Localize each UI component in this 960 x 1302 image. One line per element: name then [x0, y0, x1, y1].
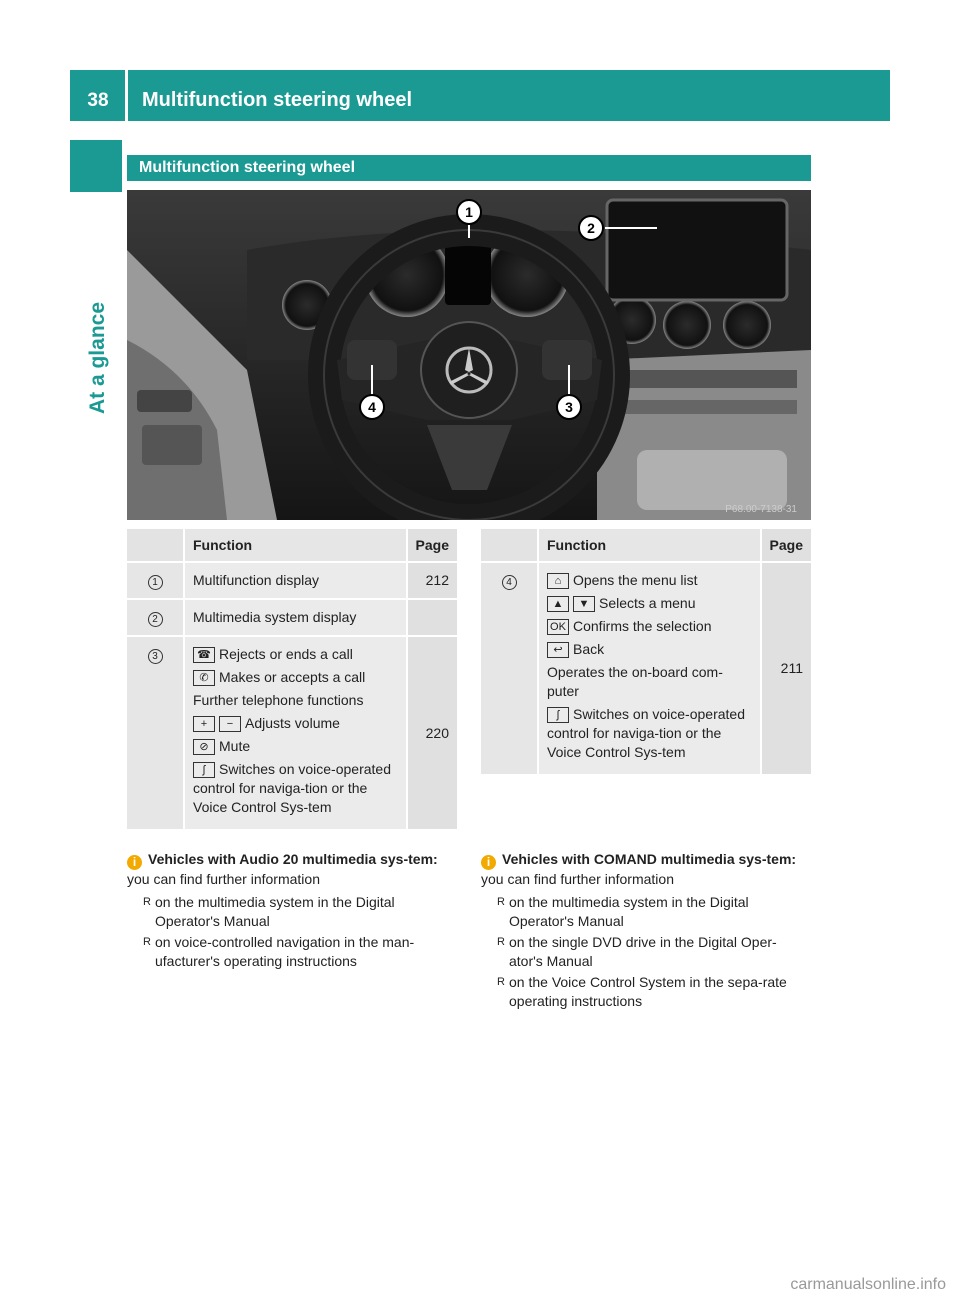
watermark: carmanualsonline.info: [790, 1276, 946, 1293]
minus-icon: −: [219, 716, 241, 732]
function-table-left: [127, 529, 457, 831]
table-header-num: [481, 529, 538, 562]
section-title: Multifunction steering wheel: [127, 155, 811, 181]
steering-wheel-photo: [127, 190, 811, 520]
table-row: [127, 636, 457, 830]
note-list: [127, 893, 447, 971]
svg-text:2: 2: [587, 220, 595, 236]
down-icon: ▼: [573, 596, 595, 612]
table-header-num: [127, 529, 184, 562]
table-row: [127, 562, 457, 599]
photo-illustration: [127, 190, 811, 520]
callout-4: [360, 395, 384, 419]
side-label-text: At a glance: [86, 301, 109, 415]
row-page: 220: [407, 636, 457, 830]
table-header-page: Page: [407, 529, 457, 562]
table-header: [127, 529, 457, 562]
callout-2: [579, 216, 603, 240]
plus-icon: +: [193, 716, 215, 732]
voice-control-icon: ʃ: [193, 762, 215, 778]
mute-icon: ⊘: [193, 739, 215, 755]
row-function: ☎ Rejects or ends a call ✆ Makes or accepts a call Further telephone functions + − Adjusts volume ⊘ Mute ʃ Switches on voice-operated control for naviga-tion or the Voice Control Sys-tem: [184, 636, 407, 830]
note-comand: i Vehicles with COMAND multimedia sys-tem: you can find further information R on the multimedia system in the Digital Operator's Manual R on the single DVD drive in the Digital Oper-ator's Manual R on the Voice Control System in the sepa-rate operating instructions: [481, 850, 801, 1013]
row-function: Multifunction display: [184, 562, 407, 599]
table-row: [481, 562, 811, 775]
note-audio20: i Vehicles with Audio 20 multimedia sys-tem: you can find further information R on the multimedia system in the Digital Operator's Manual R on voice-controlled navigation in the man-ufacturer's operating instructions: [127, 850, 447, 973]
row-number: 4: [502, 575, 517, 590]
back-icon: ↩: [547, 642, 569, 658]
svg-text:4: 4: [368, 399, 376, 415]
note-list: [481, 893, 801, 1011]
row-page: 211: [761, 562, 811, 775]
callout-3: [557, 395, 581, 419]
side-marker: [70, 140, 122, 192]
page-title: Multifunction steering wheel: [142, 89, 413, 111]
row-number: 1: [148, 575, 163, 590]
row-number: 2: [148, 612, 163, 627]
callout-1: [457, 200, 481, 224]
row-function: ⌂ Opens the menu list ▲ ▼ Selects a menu OK Confirms the selection ↩ Back Operates the on-board com-puter ʃ Switches on voice-operated control for naviga-tion or the Voice Control Sys-tem: [538, 562, 761, 775]
row-number: 3: [148, 649, 163, 664]
header-divider: [125, 70, 128, 121]
ok-icon: OK: [547, 619, 569, 635]
list-item: R on the Voice Control System in the sepa-rate operating instructions: [497, 973, 801, 1011]
table-header-page: Page: [761, 529, 811, 562]
table-header-function: Function: [184, 529, 407, 562]
svg-text:1: 1: [465, 204, 473, 220]
home-icon: ⌂: [547, 573, 569, 589]
photo-code: P68.00-7138-31: [725, 504, 797, 515]
function-table-right: [481, 529, 811, 776]
table-header-function: Function: [538, 529, 761, 562]
row-function: Multimedia system display: [184, 599, 407, 636]
list-item: R on voice-controlled navigation in the man-ufacturer's operating instructions: [143, 933, 447, 971]
list-item: R on the multimedia system in the Digital Operator's Manual: [143, 893, 447, 931]
side-label: [70, 301, 126, 415]
svg-text:3: 3: [565, 399, 573, 415]
phone-accept-icon: ✆: [193, 670, 215, 686]
info-icon: i: [127, 855, 142, 870]
list-item: R on the multimedia system in the Digital Operator's Manual: [497, 893, 801, 931]
up-icon: ▲: [547, 596, 569, 612]
page-number: 38: [87, 90, 109, 111]
table-header: [481, 529, 811, 562]
info-icon: i: [481, 855, 496, 870]
table-row: [127, 599, 457, 636]
voice-off-icon: ʃ: [547, 707, 569, 723]
list-item: R on the single DVD drive in the Digital Oper-ator's Manual: [497, 933, 801, 971]
row-page: 212: [407, 562, 457, 599]
row-page: [407, 599, 457, 636]
phone-hangup-icon: ☎: [193, 647, 215, 663]
